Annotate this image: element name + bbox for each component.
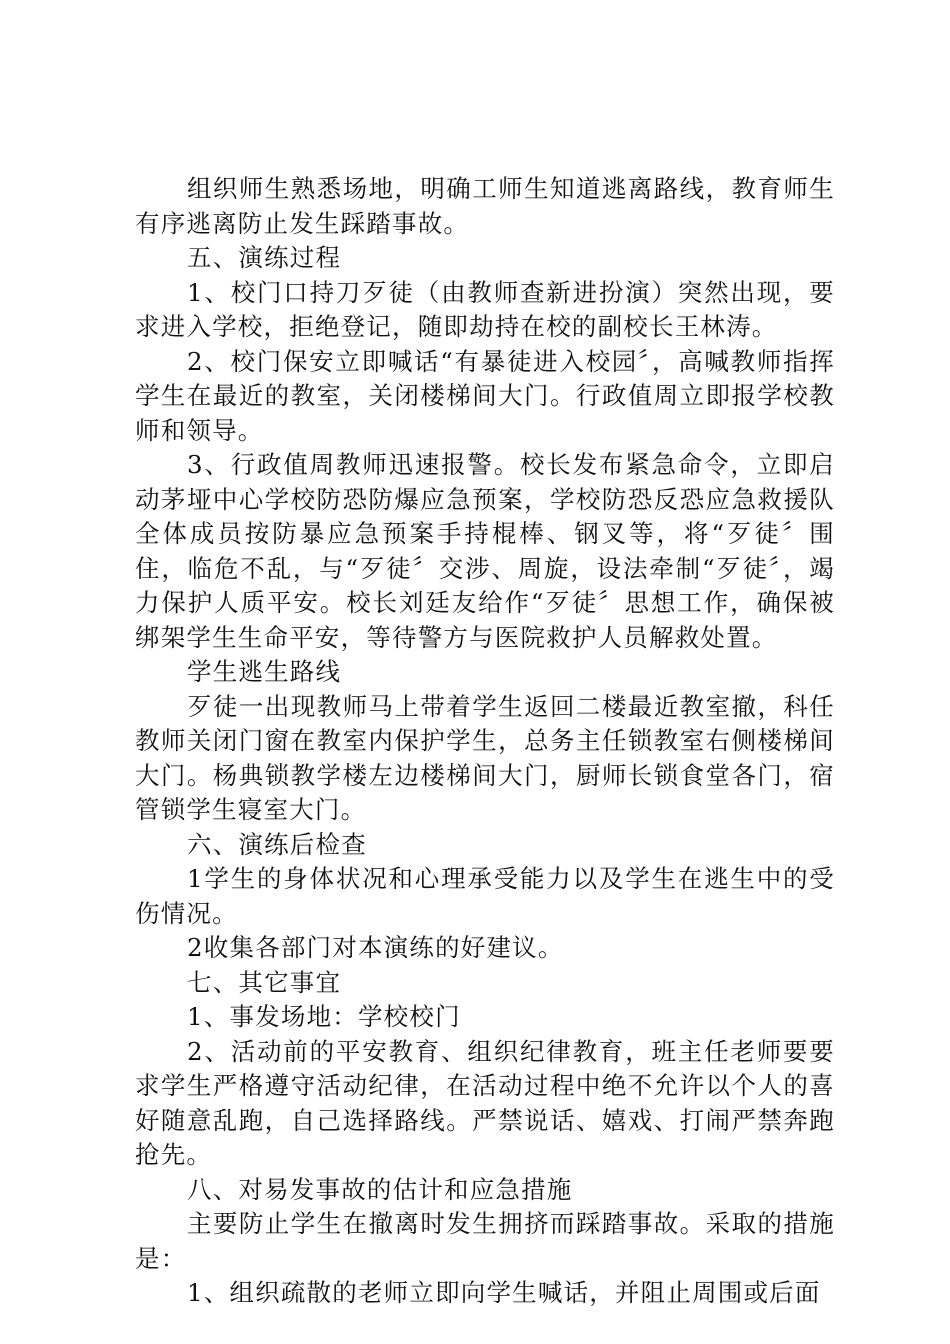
paragraph-check-1: 1学生的身体状况和心理承受能力以及学生在逃生中的受伤情况。 <box>135 864 835 928</box>
paragraph-check-2: 2收集各部门对本演练的好建议。 <box>187 933 564 962</box>
document-body <box>135 172 835 1311</box>
section-heading-other-matters: 七、其它事宜 <box>187 967 342 997</box>
subheading-escape-route: 学生逃生路线 <box>187 657 342 686</box>
section-heading-post-drill-check: 六、演练后检查 <box>187 829 367 859</box>
paragraph-escape-route: 歹徒一出现教师马上带着学生返回二楼最近教室撤，科任教师关闭门窗在教室内保护学生，总务主任锁教室右侧楼梯间大门。杨典锁教学楼左边楼梯间大门，厨师长锁食堂各门，宿管锁学生寝室大门。 <box>135 691 835 824</box>
paragraph-other-1: 1、事发场地：学校校门 <box>187 1002 461 1031</box>
paragraph-step-3: 3、行政值周教师迅速报警。校长发布紧急命令，立即启动茅垭中心学校防恐防爆应急预案，学校防恐反恐应急救援队全体成员按防暴应急预案手持棍棒、钢叉等，将“歹徒〞围住，临危不乱，与“歹徒〞交涉、周旋，设法牵制“歹徒〞，竭力保护人质平安。校长刘廷友给作“歹徒〞思想工作，确保被绑架学生生命平安，等待警方与医院救护人员解救处置。 <box>135 450 835 652</box>
paragraph-intro: 组织师生熟悉场地，明确工师生知道逃离路线，教育师生有序逃离防止发生踩踏事故。 <box>135 174 835 238</box>
paragraph-step-1: 1、校门口持刀歹徒（由教师查新进扮演）突然出现，要求进入学校，拒绝登记，随即劫持在校的副校长王林涛。 <box>135 277 835 341</box>
paragraph-measures-1: 1、组织疏散的老师立即向学生喊话，并阻止周围或后面 <box>187 1278 821 1307</box>
paragraph-step-2: 2、校门保安立即喊话“有暴徒进入校园〞，高喊教师指挥学生在最近的教室，关闭楼梯间大门。行政值周立即报学校教师和领导。 <box>135 346 835 445</box>
paragraph-measures-intro: 主要防止学生在撤离时发生拥挤而踩踏事故。采取的措施是： <box>135 1209 835 1273</box>
section-heading-accident-measures: 八、对易发事故的估计和应急措施 <box>187 1174 573 1204</box>
section-heading-drill-process: 五、演练过程 <box>187 243 342 272</box>
paragraph-other-2: 2、活动前的平安教育、组织纪律教育，班主任老师要要求学生严格遵守活动纪律，在活动过程中绝不允许以个人的喜好随意乱跑，自己选择路线。严禁说话、嬉戏、打闹严禁奔跑抢先。 <box>135 1036 835 1169</box>
